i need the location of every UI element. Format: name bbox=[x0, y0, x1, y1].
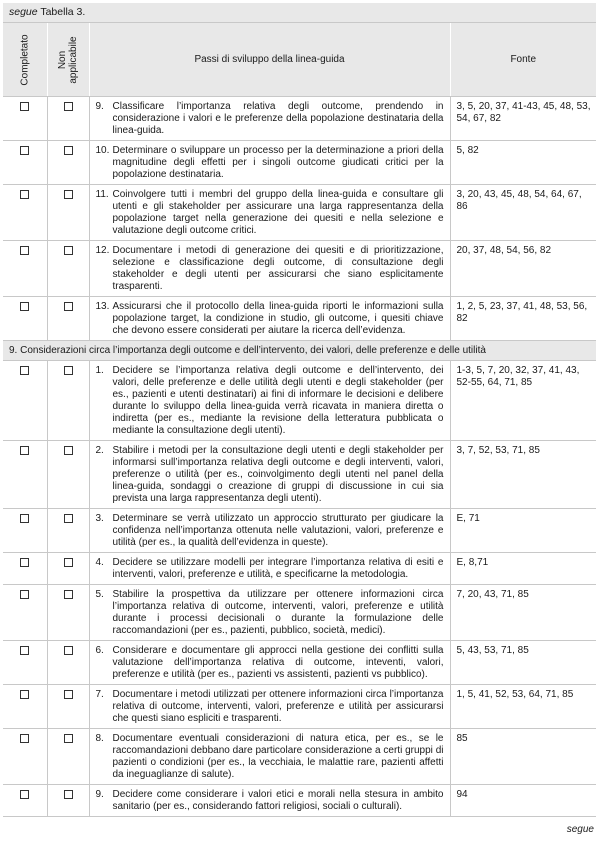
completed-cell bbox=[3, 361, 47, 441]
completed-cell bbox=[3, 185, 47, 241]
not-applicable-checkbox[interactable] bbox=[64, 102, 73, 111]
completed-checkbox[interactable] bbox=[20, 690, 29, 699]
completed-cell bbox=[3, 509, 47, 553]
section-row bbox=[3, 341, 596, 361]
step-number: 12. bbox=[95, 245, 110, 256]
not-applicable-cell bbox=[47, 441, 89, 509]
completed-checkbox[interactable] bbox=[20, 590, 29, 599]
table-row bbox=[3, 585, 596, 641]
not-applicable-checkbox[interactable] bbox=[64, 590, 73, 599]
not-applicable-cell bbox=[47, 141, 89, 185]
step-cell bbox=[89, 297, 450, 341]
table-row bbox=[3, 441, 596, 509]
table-row bbox=[3, 641, 596, 685]
not-applicable-checkbox[interactable] bbox=[64, 646, 73, 655]
table-row bbox=[3, 141, 596, 185]
step-cell bbox=[89, 585, 450, 641]
page bbox=[3, 0, 596, 835]
source-cell: 94 bbox=[450, 785, 596, 817]
completed-cell bbox=[3, 241, 47, 297]
not-applicable-cell bbox=[47, 585, 89, 641]
step-text: Documentare eventuali considerazioni di natura etica, per es., se le raccomandazioni debbano dare particolare considerazione a certi gruppi di pazienti o condizioni (per es., la vecchiaia, le malattie rare, pazienti affetti da ineguaglianze di salute). bbox=[112, 733, 444, 780]
not-applicable-checkbox[interactable] bbox=[64, 302, 73, 311]
completed-checkbox[interactable] bbox=[20, 790, 29, 799]
step-cell bbox=[89, 641, 450, 685]
step-number: 13. bbox=[95, 301, 110, 312]
step-number: 9. bbox=[95, 101, 104, 112]
step-text: Stabilire la prospettiva da utilizzare per ottenere informazioni circa l’importanza relativa di outcome, interventi, valori, preferenze e utilità durante i processi decisionali o durante la formulazione delle raccomandazioni (per es., pazienti, pubblico, società, medici). bbox=[112, 589, 444, 636]
header-na-line1: Non bbox=[57, 50, 68, 69]
not-applicable-cell bbox=[47, 241, 89, 297]
step-text: Assicurarsi che il protocollo della linea-guida riporti le informazioni sulla popolazione target, la condizione in studio, gli outcome, i quesiti chiave che devono essere considerati per aiutare la ricerca dell’evidenza. bbox=[112, 301, 444, 336]
not-applicable-checkbox[interactable] bbox=[64, 690, 73, 699]
step-cell bbox=[89, 361, 450, 441]
completed-checkbox[interactable] bbox=[20, 446, 29, 455]
step-number: 10. bbox=[95, 145, 110, 156]
not-applicable-checkbox[interactable] bbox=[64, 146, 73, 155]
not-applicable-checkbox[interactable] bbox=[64, 366, 73, 375]
completed-checkbox[interactable] bbox=[20, 734, 29, 743]
not-applicable-cell bbox=[47, 185, 89, 241]
source-cell: 1, 2, 5, 23, 37, 41, 48, 53, 56, 82 bbox=[450, 297, 596, 341]
step-cell bbox=[89, 441, 450, 509]
completed-cell bbox=[3, 585, 47, 641]
table-row bbox=[3, 729, 596, 785]
step-cell bbox=[89, 97, 450, 141]
not-applicable-cell bbox=[47, 97, 89, 141]
step-text: Decidere se utilizzare modelli per integrare l’importanza relativa di esiti e interventi, valori, preferenze e utilità, e specificarne la metodologia. bbox=[112, 557, 444, 580]
table-row bbox=[3, 297, 596, 341]
step-cell bbox=[89, 509, 450, 553]
step-number: 6. bbox=[95, 645, 104, 656]
step-number: 8. bbox=[95, 733, 104, 744]
not-applicable-cell bbox=[47, 553, 89, 585]
table-row bbox=[3, 97, 596, 141]
table-header-row bbox=[3, 23, 596, 97]
not-applicable-checkbox[interactable] bbox=[64, 558, 73, 567]
step-number: 4. bbox=[95, 557, 104, 568]
completed-checkbox[interactable] bbox=[20, 558, 29, 567]
step-text: Stabilire i metodi per la consultazione degli utenti e degli stakeholder per informarsi sull’importanza relativa degli outcome e degli interventi, valori, preferenze o utilità (per es., coinvolgimento degli utenti nel panel della linea-guida, sondaggi o creazione di gruppi di discussione in cui sia prevista una larga rappresentanza degli utenti). bbox=[112, 445, 444, 504]
step-number: 11. bbox=[95, 189, 109, 200]
table-row bbox=[3, 241, 596, 297]
not-applicable-checkbox[interactable] bbox=[64, 514, 73, 523]
source-cell: 5, 82 bbox=[450, 141, 596, 185]
table-row bbox=[3, 361, 596, 441]
source-cell: 3, 5, 20, 37, 41-43, 45, 48, 53, 54, 67, 82 bbox=[450, 97, 596, 141]
completed-checkbox[interactable] bbox=[20, 514, 29, 523]
step-text: Decidere se l’importanza relativa degli outcome e dell’intervento, dei valori, delle preferenze e delle utilità degli utenti e degli stakeholder (per es., pazienti e utenti destinatari) ai fini di informare le decisioni e delibere durante lo sviluppo della linea-guida verrà ricavata in maniera diretta o indiretta (per es., mediante la revisione della letteratura pubblicata o mediante la consultazione degli utenti). bbox=[112, 365, 444, 436]
step-number: 1. bbox=[95, 365, 104, 376]
step-cell bbox=[89, 553, 450, 585]
continuation-header-rest: Tabella 3. bbox=[37, 6, 86, 18]
source-cell: E, 71 bbox=[450, 509, 596, 553]
completed-cell bbox=[3, 785, 47, 817]
source-cell: E, 8,71 bbox=[450, 553, 596, 585]
source-cell: 5, 43, 53, 71, 85 bbox=[450, 641, 596, 685]
source-cell: 3, 7, 52, 53, 71, 85 bbox=[450, 441, 596, 509]
step-text: Coinvolgere tutti i membri del gruppo della linea-guida e consultare gli utenti e gli stakeholder per assicurare una larga rappresentanza della popolazione target nella generazione dei quesiti e nella selezione e valutazione degli outcome critici. bbox=[112, 189, 444, 236]
completed-checkbox[interactable] bbox=[20, 146, 29, 155]
source-cell: 85 bbox=[450, 729, 596, 785]
step-text: Decidere come considerare i valori etici e morali nella stesura in ambito sanitario (per es., considerando fattori religiosi, sociali o culturali). bbox=[112, 789, 444, 812]
not-applicable-checkbox[interactable] bbox=[64, 246, 73, 255]
not-applicable-cell bbox=[47, 361, 89, 441]
not-applicable-cell bbox=[47, 509, 89, 553]
not-applicable-checkbox[interactable] bbox=[64, 446, 73, 455]
not-applicable-cell bbox=[47, 785, 89, 817]
step-number: 5. bbox=[95, 589, 104, 600]
completed-cell bbox=[3, 685, 47, 729]
continuation-header-italic: segue bbox=[9, 6, 38, 18]
source-cell: 1, 5, 41, 52, 53, 64, 71, 85 bbox=[450, 685, 596, 729]
section-title: 9. Considerazioni circa l’importanza degli outcome e dell’intervento, dei valori, delle preferenze e delle utilità bbox=[3, 341, 596, 361]
completed-cell bbox=[3, 729, 47, 785]
guideline-checklist-table bbox=[3, 23, 596, 817]
completed-cell bbox=[3, 641, 47, 685]
table-row bbox=[3, 553, 596, 585]
not-applicable-checkbox[interactable] bbox=[64, 190, 73, 199]
header-not-applicable bbox=[47, 23, 89, 97]
step-text: Documentare i metodi utilizzati per ottenere informazioni circa l’importanza relativa di outcome, interventi, valori, preferenze e utilità per assicurarsi che questi siano espliciti e trasparenti. bbox=[112, 689, 444, 724]
completed-checkbox[interactable] bbox=[20, 246, 29, 255]
table-row bbox=[3, 685, 596, 729]
step-cell bbox=[89, 685, 450, 729]
table-row bbox=[3, 185, 596, 241]
completed-cell bbox=[3, 141, 47, 185]
not-applicable-checkbox[interactable] bbox=[64, 790, 73, 799]
completed-cell bbox=[3, 553, 47, 585]
header-steps: Passi di sviluppo della linea-guida bbox=[89, 23, 450, 97]
completed-checkbox[interactable] bbox=[20, 646, 29, 655]
step-cell bbox=[89, 241, 450, 297]
completed-checkbox[interactable] bbox=[20, 190, 29, 199]
source-cell: 7, 20, 43, 71, 85 bbox=[450, 585, 596, 641]
step-text: Classificare l’importanza relativa degli outcome, prendendo in considerazione i valori e le preferenze della popolazione destinataria della linea-guida. bbox=[112, 101, 444, 136]
header-na-line2: applicabile bbox=[68, 35, 79, 84]
table-body bbox=[3, 97, 596, 817]
step-number: 9. bbox=[95, 789, 104, 800]
source-cell: 3, 20, 43, 45, 48, 54, 64, 67, 86 bbox=[450, 185, 596, 241]
completed-cell bbox=[3, 441, 47, 509]
continuation-footer: segue bbox=[566, 824, 594, 835]
not-applicable-cell bbox=[47, 641, 89, 685]
step-cell bbox=[89, 785, 450, 817]
step-cell bbox=[89, 141, 450, 185]
completed-cell bbox=[3, 97, 47, 141]
source-cell: 20, 37, 48, 54, 56, 82 bbox=[450, 241, 596, 297]
step-number: 7. bbox=[95, 689, 104, 700]
not-applicable-cell bbox=[47, 685, 89, 729]
continuation-header bbox=[3, 3, 596, 23]
table-row bbox=[3, 509, 596, 553]
step-text: Determinare o sviluppare un processo per la determinazione a priori della magnitudine degli effetti per i singoli outcome giudicati critici per la popolazione destinataria. bbox=[112, 145, 444, 180]
completed-checkbox[interactable] bbox=[20, 366, 29, 375]
completed-checkbox[interactable] bbox=[20, 302, 29, 311]
step-text: Considerare e documentare gli approcci nella gestione dei conflitti sulla valutazione dell’importanza relativa di outcome, inteventi, valori, preferenze e utilità (per es., pazienti vs assistenti, pazienti vs pubblico). bbox=[112, 645, 444, 680]
completed-cell bbox=[3, 297, 47, 341]
not-applicable-cell bbox=[47, 297, 89, 341]
step-cell bbox=[89, 185, 450, 241]
step-number: 3. bbox=[95, 513, 104, 524]
step-number: 2. bbox=[95, 445, 104, 456]
table-row bbox=[3, 785, 596, 817]
not-applicable-checkbox[interactable] bbox=[64, 734, 73, 743]
completed-checkbox[interactable] bbox=[20, 102, 29, 111]
step-text: Determinare se verrà utilizzato un approccio strutturato per giudicare la confidenza nell’importanza ottenuta nelle valutazioni, valori, preferenze e utilità (per es., la qualità dell’evidenza in queste). bbox=[112, 513, 444, 548]
header-source: Fonte bbox=[450, 23, 596, 97]
header-completed bbox=[3, 23, 47, 97]
header-completed-label: Completato bbox=[19, 33, 31, 86]
step-text: Documentare i metodi di generazione dei quesiti e di prioritizzazione, selezione e classificazione degli outcome, di consultazione degli stakeholder e degli utenti per assicurarsi che siano esplicitamente trasparenti. bbox=[112, 245, 444, 292]
step-cell bbox=[89, 729, 450, 785]
source-cell: 1-3, 5, 7, 20, 32, 37, 41, 43, 52-55, 64, 71, 85 bbox=[450, 361, 596, 441]
not-applicable-cell bbox=[47, 729, 89, 785]
